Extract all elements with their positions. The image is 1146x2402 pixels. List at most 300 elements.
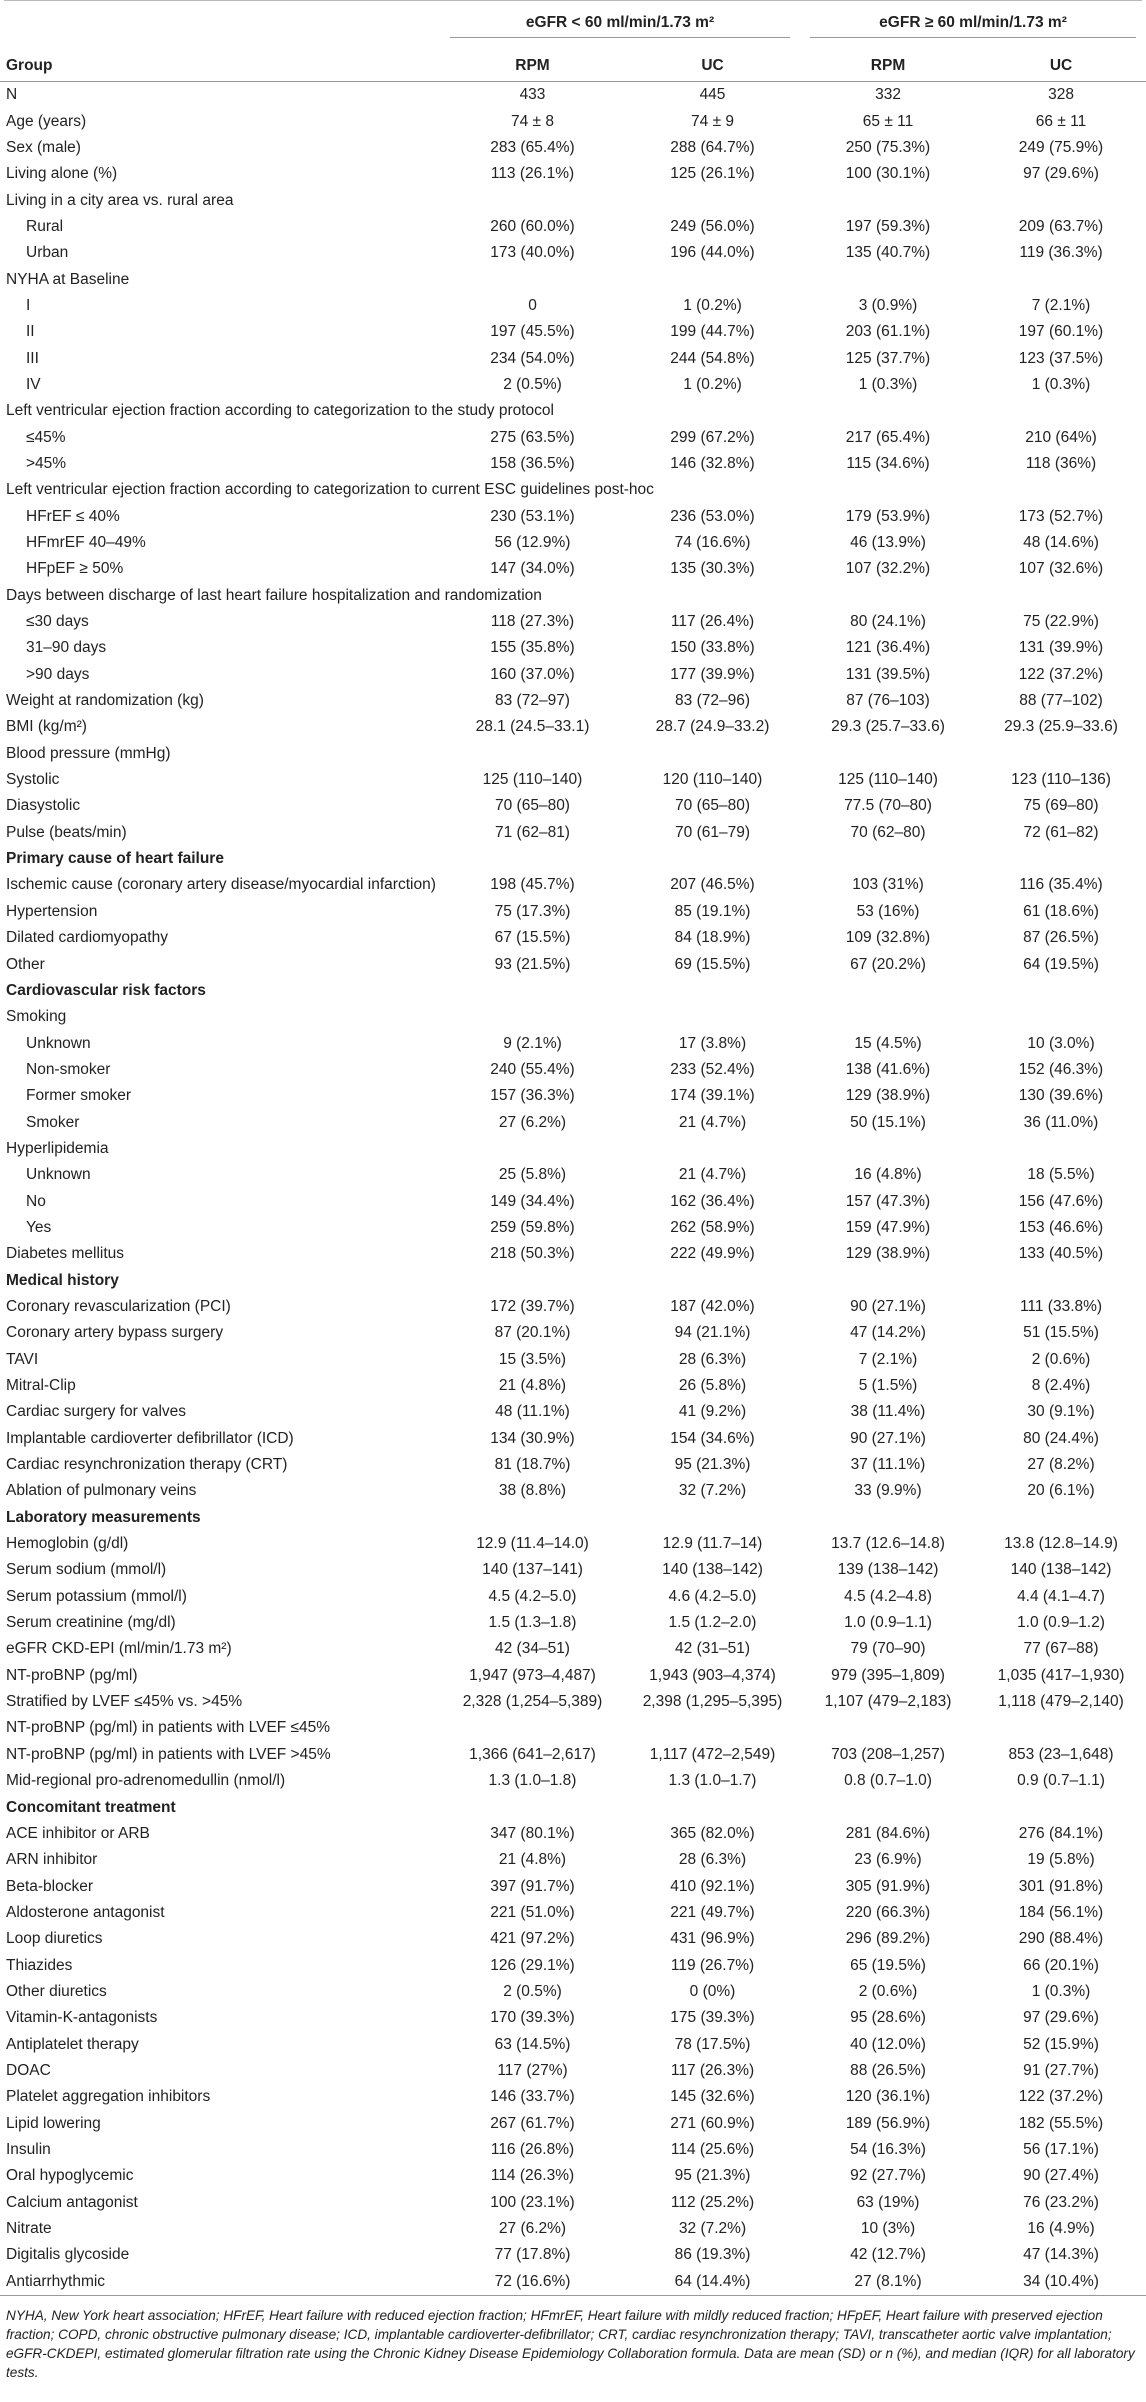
cell-rpm-low: 259 (59.8%) xyxy=(490,1218,575,1236)
cell-rpm-high: 157 (47.3%) xyxy=(845,1192,931,1210)
cell-rpm-high: 79 (70–90) xyxy=(850,1640,926,1658)
cell-rpm-low: 2 (0.5%) xyxy=(503,375,562,393)
cell-rpm-high: 63 (19%) xyxy=(856,2193,920,2211)
table-row xyxy=(0,1452,1146,1478)
row-label: ARN inhibitor xyxy=(6,1851,98,1869)
cell-rpm-high: 131 (39.5%) xyxy=(845,665,931,683)
row-label: Platelet aggregation inhibitors xyxy=(6,2088,211,2106)
cell-uc-high: 0.9 (0.7–1.1) xyxy=(1017,1772,1105,1790)
cell-rpm-high: 281 (84.6%) xyxy=(845,1824,931,1842)
cell-rpm-high: 189 (56.9%) xyxy=(845,2114,931,2132)
table-row xyxy=(0,214,1146,240)
cell-rpm-high: 50 (15.1%) xyxy=(850,1113,926,1131)
row-label: Non-smoker xyxy=(26,1060,111,1078)
cell-uc-low: 12.9 (11.7–14) xyxy=(662,1535,763,1553)
cell-uc-high: 197 (60.1%) xyxy=(1018,323,1104,341)
cell-uc-high: 2 (0.6%) xyxy=(1031,1350,1091,1368)
cell-uc-high: 290 (88.4%) xyxy=(1018,1930,1104,1948)
cell-uc-high: 133 (40.5%) xyxy=(1018,1245,1104,1263)
table-row xyxy=(0,2137,1146,2163)
row-label: Nitrate xyxy=(6,2220,52,2238)
cell-rpm-low xyxy=(440,978,625,1004)
table-row xyxy=(0,714,1146,740)
row-label: Smoker xyxy=(26,1113,80,1131)
cell-rpm-low: 397 (91.7%) xyxy=(490,1877,575,1895)
cell-uc-high: 1,035 (417–1,930) xyxy=(997,1666,1125,1684)
cell-uc-high: 30 (9.1%) xyxy=(1027,1403,1095,1421)
cell-rpm-high: 54 (16.3%) xyxy=(850,2140,926,2158)
cell-rpm-high xyxy=(800,1715,976,1741)
cell-rpm-low: 158 (36.5%) xyxy=(490,454,575,472)
cell-uc-high xyxy=(976,1505,1146,1531)
cell-rpm-high xyxy=(800,978,976,1004)
cell-uc-high: 301 (91.8%) xyxy=(1018,1877,1104,1895)
cell-rpm-low: 63 (14.5%) xyxy=(494,2035,571,2053)
cell-uc-high: 152 (46.3%) xyxy=(1018,1060,1104,1078)
table-row xyxy=(0,1873,1146,1899)
cell-rpm-low: 25 (5.8%) xyxy=(498,1166,567,1184)
cell-rpm-high: 80 (24.1%) xyxy=(850,613,926,631)
cell-uc-low: 236 (53.0%) xyxy=(670,507,755,525)
cell-uc-low: 150 (33.8%) xyxy=(670,639,755,657)
cell-uc-high xyxy=(976,583,1146,609)
row-label: Left ventricular ejection fraction according to categorization to current ESC guidelines post-hoc xyxy=(6,481,654,499)
cell-uc-low: 114 (25.6%) xyxy=(670,2140,755,2158)
cell-rpm-high: 33 (9.9%) xyxy=(854,1482,922,1500)
cell-uc-high: 91 (27.7%) xyxy=(1023,2061,1099,2079)
cell-uc-low: 69 (15.5%) xyxy=(674,955,751,973)
cell-rpm-low: 240 (55.4%) xyxy=(490,1060,575,1078)
cell-uc-low: 1,943 (903–4,374) xyxy=(649,1666,776,1684)
row-label: Ablation of pulmonary veins xyxy=(6,1482,197,1500)
cell-rpm-high: 139 (138–142) xyxy=(837,1561,939,1579)
table-row xyxy=(0,1399,1146,1425)
cell-uc-low: 233 (52.4%) xyxy=(670,1060,755,1078)
row-label: HFpEF ≥ 50% xyxy=(26,560,124,578)
cell-uc-low xyxy=(625,266,800,292)
cell-uc-low: 70 (61–79) xyxy=(675,823,750,841)
cell-uc-high: 116 (35.4%) xyxy=(1019,876,1103,894)
cell-rpm-high: 217 (65.4%) xyxy=(845,428,931,446)
cell-uc-high: 87 (26.5%) xyxy=(1023,929,1099,947)
row-label: NYHA at Baseline xyxy=(6,270,130,288)
cell-uc-low: 112 (25.2%) xyxy=(670,2193,755,2211)
cell-uc-high: 122 (37.2%) xyxy=(1018,665,1104,683)
table-row xyxy=(0,1188,1146,1214)
cell-rpm-high: 29.3 (25.7–33.6) xyxy=(831,718,945,736)
table-row xyxy=(0,1847,1146,1873)
cell-uc-high: 4.4 (4.1–4.7) xyxy=(1017,1587,1105,1605)
table-row xyxy=(0,820,1146,846)
row-label: Other xyxy=(6,955,45,973)
row-label: Diabetes mellitus xyxy=(6,1245,125,1263)
cell-rpm-high: 65 ± 11 xyxy=(862,112,914,130)
table-row xyxy=(0,1083,1146,1109)
row-label: Pulse (beats/min) xyxy=(6,823,127,841)
row-label: Rural xyxy=(26,217,64,235)
cell-uc-low: 146 (32.8%) xyxy=(670,454,755,472)
cell-rpm-low: 12.9 (11.4–14.0) xyxy=(476,1535,589,1553)
cell-rpm-high: 129 (38.9%) xyxy=(845,1245,931,1263)
cell-uc-high: 1 (0.3%) xyxy=(1031,1982,1091,2000)
table-row xyxy=(0,1347,1146,1373)
table-row xyxy=(0,1926,1146,1952)
cell-rpm-high: 23 (6.9%) xyxy=(854,1851,922,1869)
cell-uc-high: 107 (32.6%) xyxy=(1018,560,1104,578)
header-group-row xyxy=(0,1,1146,51)
cell-rpm-low: 87 (20.1%) xyxy=(494,1324,571,1342)
cell-uc-high: 122 (37.2%) xyxy=(1018,2088,1104,2106)
table-row xyxy=(0,1768,1146,1794)
table-row xyxy=(0,1294,1146,1320)
row-label: No xyxy=(26,1192,46,1210)
cell-uc-low: 21 (4.7%) xyxy=(678,1166,747,1184)
row-label: Living in a city area vs. rural area xyxy=(6,191,234,209)
row-label: Unknown xyxy=(26,1034,91,1052)
table-row xyxy=(0,2216,1146,2242)
cell-uc-high: 51 (15.5%) xyxy=(1023,1324,1099,1342)
cell-rpm-high: 16 (4.8%) xyxy=(854,1166,922,1184)
cell-rpm-low: 283 (65.4%) xyxy=(490,138,575,156)
row-label: Mid-regional pro-adrenomedullin (nmol/l) xyxy=(6,1772,286,1790)
cell-uc-low: 119 (26.7%) xyxy=(670,1956,755,1974)
table-row xyxy=(0,688,1146,714)
row-label: Oral hypoglycemic xyxy=(6,2167,134,2185)
cell-rpm-low: 93 (21.5%) xyxy=(494,955,571,973)
cell-uc-high: 111 (33.8%) xyxy=(1019,1297,1103,1315)
cell-rpm-high: 125 (37.7%) xyxy=(845,349,931,367)
cell-rpm-low: 1.3 (1.0–1.8) xyxy=(488,1772,577,1790)
cell-rpm-high: 77.5 (70–80) xyxy=(844,797,932,815)
table-row xyxy=(0,424,1146,450)
cell-rpm-high: 27 (8.1%) xyxy=(800,2269,976,2296)
cell-uc-high xyxy=(976,266,1146,292)
cell-rpm-high: 703 (208–1,257) xyxy=(831,1745,945,1763)
cell-uc-high: 66 (20.1%) xyxy=(1023,1956,1099,1974)
cell-rpm-high: 7 (2.1%) xyxy=(858,1350,918,1368)
cell-uc-high xyxy=(976,1794,1146,1820)
cell-uc-high: 90 (27.4%) xyxy=(1023,2167,1099,2185)
cell-uc-high: 64 (19.5%) xyxy=(1023,955,1099,973)
cell-uc-low: 135 (30.3%) xyxy=(670,560,755,578)
cell-rpm-high: 1,107 (479–2,183) xyxy=(824,1693,952,1711)
cell-rpm-high: 296 (89.2%) xyxy=(845,1930,931,1948)
cell-uc-low xyxy=(625,1715,800,1741)
cell-rpm-low xyxy=(440,741,625,767)
cell-uc-low: 125 (26.1%) xyxy=(670,165,755,183)
cell-rpm-high xyxy=(800,1794,976,1820)
cell-uc-low xyxy=(625,846,800,872)
cell-uc-high xyxy=(976,477,1146,503)
cell-rpm-low: 421 (97.2%) xyxy=(490,1930,575,1948)
cell-uc-low xyxy=(625,1136,800,1162)
cell-uc-low: 86 (19.3%) xyxy=(674,2246,751,2264)
cell-uc-low: 145 (32.6%) xyxy=(670,2088,755,2106)
table-row xyxy=(0,978,1146,1004)
cell-uc-high: 173 (52.7%) xyxy=(1018,507,1104,525)
cell-uc-low: 162 (36.4%) xyxy=(670,1192,755,1210)
table-row xyxy=(0,2242,1146,2268)
cell-uc-high: 66 ± 11 xyxy=(1035,112,1087,130)
cell-uc-high xyxy=(976,1136,1146,1162)
table-row xyxy=(0,1241,1146,1267)
cell-rpm-high: 203 (61.1%) xyxy=(845,323,931,341)
cell-rpm-low: 173 (40.0%) xyxy=(490,244,575,262)
table-body xyxy=(0,82,1146,2296)
table-row xyxy=(0,451,1146,477)
row-label: III xyxy=(26,349,39,367)
cell-uc-low: 32 (7.2%) xyxy=(678,2220,747,2238)
cell-uc-low: 1.3 (1.0–1.7) xyxy=(668,1772,757,1790)
table-row xyxy=(0,2031,1146,2057)
cell-rpm-low: 1.5 (1.3–1.8) xyxy=(488,1614,577,1632)
cell-uc-low: 32 (7.2%) xyxy=(678,1482,747,1500)
cell-uc-low: 222 (49.9%) xyxy=(670,1245,755,1263)
cell-uc-low: 221 (49.7%) xyxy=(670,1903,755,1921)
cell-rpm-high: 125 (110–140) xyxy=(838,771,938,789)
cell-uc-high: 52 (15.9%) xyxy=(1023,2035,1099,2053)
cell-rpm-high: 5 (1.5%) xyxy=(858,1377,918,1395)
cell-rpm-low: 134 (30.9%) xyxy=(490,1429,575,1447)
cell-rpm-high: 47 (14.2%) xyxy=(850,1324,926,1342)
row-label: Lipid lowering xyxy=(6,2114,101,2132)
cell-rpm-low: 81 (18.7%) xyxy=(494,1456,571,1474)
cell-uc-low xyxy=(625,583,800,609)
cell-uc-high xyxy=(976,1004,1146,1030)
cell-rpm-high: 129 (38.9%) xyxy=(845,1087,931,1105)
header-group-egfr-low-label: eGFR < 60 ml/min/1.73 m² xyxy=(450,14,790,38)
cell-rpm-high: 179 (53.9%) xyxy=(845,507,931,525)
cell-rpm-low: 56 (12.9%) xyxy=(494,534,571,552)
row-label: Days between discharge of last heart failure hospitalization and randomization xyxy=(6,586,542,604)
row-label: Coronary revascularization (PCI) xyxy=(6,1297,231,1315)
table-row xyxy=(0,1689,1146,1715)
row-label: Systolic xyxy=(6,771,60,789)
cell-uc-low: 41 (9.2%) xyxy=(678,1403,747,1421)
row-label: Serum potassium (mmol/l) xyxy=(6,1587,187,1605)
table-row xyxy=(0,1478,1146,1504)
row-label: I xyxy=(26,296,31,314)
row-label: Former smoker xyxy=(26,1087,132,1105)
cell-rpm-low: 9 (2.1%) xyxy=(503,1034,562,1052)
row-label: Beta-blocker xyxy=(6,1877,94,1895)
header-group-label: Group xyxy=(0,51,440,82)
cell-uc-high: 29.3 (25.9–33.6) xyxy=(1004,718,1118,736)
cell-uc-low: 70 (65–80) xyxy=(675,797,750,815)
cell-rpm-high: 159 (47.9%) xyxy=(845,1218,931,1236)
row-label: Other diuretics xyxy=(6,1982,107,2000)
row-label: >45% xyxy=(26,454,67,472)
cell-rpm-low: 75 (17.3%) xyxy=(494,902,571,920)
cell-uc-low: 120 (110–140) xyxy=(662,771,763,789)
cell-uc-low: 140 (138–142) xyxy=(662,1561,763,1579)
table-row xyxy=(0,609,1146,635)
cell-uc-high: 853 (23–1,648) xyxy=(1008,1745,1114,1763)
table-row xyxy=(0,1584,1146,1610)
table-row xyxy=(0,1979,1146,2005)
cell-rpm-high: 88 (26.5%) xyxy=(850,2061,926,2079)
cell-rpm-high: 40 (12.0%) xyxy=(850,2035,926,2053)
cell-uc-low xyxy=(625,741,800,767)
cell-uc-low xyxy=(625,187,800,213)
cell-uc-low: 4.6 (4.2–5.0) xyxy=(668,1587,757,1605)
cell-uc-high: 156 (47.6%) xyxy=(1018,1192,1104,1210)
table-row xyxy=(0,1794,1146,1820)
table-row xyxy=(0,82,1146,109)
row-label: Left ventricular ejection fraction according to categorization to the study protocol xyxy=(6,402,554,420)
cell-uc-high: 123 (37.5%) xyxy=(1018,349,1104,367)
table-row xyxy=(0,187,1146,213)
row-label: Blood pressure (mmHg) xyxy=(6,744,171,762)
table-footnote: NYHA, New York heart association; HFrEF, Heart failure with reduced ejection fraction; HFmrEF, Heart failure with mildly reduced fraction; HFpEF, Heart failure with preserved ejection fraction; COPD, chronic obstructive pulmonary disease; ICD, implantable cardioverter-defibrillator; CRT, cardiac resynchronization therapy; TAVI, transcatheter aortic valve implantation; eGFR-CKDEPI, estimated glomerular filtration rate using the Chronic Kidney Disease Epidemiology Collaboration formula. Data are mean (SD) or n (%), and median (IQR) for all laboratory tests. xyxy=(6,2307,1135,2380)
cell-rpm-low: 71 (62–81) xyxy=(495,823,570,841)
table-row xyxy=(0,1610,1146,1636)
row-label: Aldosterone antagonist xyxy=(6,1903,165,1921)
cell-rpm-low: 234 (54.0%) xyxy=(490,349,575,367)
cell-rpm-low: 125 (110–140) xyxy=(482,771,583,789)
table-row xyxy=(0,1057,1146,1083)
cell-uc-low: 28 (6.3%) xyxy=(678,1350,747,1368)
table-row xyxy=(0,899,1146,925)
row-label: Stratified by LVEF ≤45% vs. >45% xyxy=(6,1693,243,1711)
table-row xyxy=(0,2005,1146,2031)
cell-rpm-low: 2 (0.5%) xyxy=(503,1982,562,2000)
row-label: Serum creatinine (mg/dl) xyxy=(6,1614,176,1632)
section-heading: Laboratory measurements xyxy=(6,1508,201,1526)
cell-rpm-high: 135 (40.7%) xyxy=(845,244,931,262)
row-label: II xyxy=(26,323,35,341)
cell-uc-low: 174 (39.1%) xyxy=(670,1087,755,1105)
cell-rpm-high xyxy=(800,187,976,213)
cell-rpm-low: 4.5 (4.2–5.0) xyxy=(488,1587,577,1605)
cell-uc-high: 1 (0.3%) xyxy=(1031,375,1091,393)
cell-uc-high xyxy=(976,741,1146,767)
cell-uc-low: 1,117 (472–2,549) xyxy=(649,1745,776,1763)
row-label: NT-proBNP (pg/ml) xyxy=(6,1666,138,1684)
cell-rpm-high: 979 (395–1,809) xyxy=(831,1666,945,1684)
row-label: NT-proBNP (pg/ml) in patients with LVEF ≤45% xyxy=(6,1719,331,1737)
cell-uc-low: 299 (67.2%) xyxy=(670,428,755,446)
cell-rpm-high: 87 (76–103) xyxy=(846,692,930,710)
header-empty-cell xyxy=(0,1,440,51)
cell-uc-low: 410 (92.1%) xyxy=(670,1877,755,1895)
cell-rpm-high: 13.7 (12.6–14.8) xyxy=(831,1535,945,1553)
cell-uc-high: 18 (5.5%) xyxy=(1027,1166,1095,1184)
cell-rpm-high: 90 (27.1%) xyxy=(850,1297,926,1315)
row-label: Loop diuretics xyxy=(6,1930,103,1948)
cell-uc-high: 7 (2.1%) xyxy=(1031,296,1091,314)
cell-rpm-high: 305 (91.9%) xyxy=(845,1877,931,1895)
cell-uc-low: 1.5 (1.2–2.0) xyxy=(668,1614,757,1632)
row-label: IV xyxy=(26,375,41,393)
cell-uc-low: 94 (21.1%) xyxy=(674,1324,751,1342)
table-row xyxy=(0,504,1146,530)
cell-uc-high: 328 xyxy=(1048,86,1074,104)
cell-rpm-low: 146 (33.7%) xyxy=(490,2088,575,2106)
cell-rpm-high: 138 (41.6%) xyxy=(845,1060,931,1078)
cell-rpm-high: 38 (11.4%) xyxy=(850,1403,926,1421)
row-label: Mitral-Clip xyxy=(6,1377,76,1395)
header-group-egfr-high-label: eGFR ≥ 60 ml/min/1.73 m² xyxy=(810,14,1136,38)
cell-rpm-low: 275 (63.5%) xyxy=(490,428,575,446)
cell-rpm-low: 77 (17.8%) xyxy=(494,2246,571,2264)
section-heading: Cardiovascular risk factors xyxy=(6,981,206,999)
table-row xyxy=(0,846,1146,872)
cell-rpm-high: 100 (30.1%) xyxy=(845,165,931,183)
table-row xyxy=(0,793,1146,819)
cell-rpm-low: 149 (34.4%) xyxy=(490,1192,575,1210)
table-row xyxy=(0,1320,1146,1346)
cell-uc-high: 47 (14.3%) xyxy=(1023,2246,1099,2264)
cell-rpm-low xyxy=(440,1267,625,1293)
cell-rpm-low: 433 xyxy=(519,86,546,104)
cell-rpm-high: 95 (28.6%) xyxy=(850,2009,926,2027)
cell-uc-high: 76 (23.2%) xyxy=(1023,2193,1099,2211)
cell-rpm-high: 4.5 (4.2–4.8) xyxy=(844,1587,932,1605)
cell-rpm-low: 197 (45.5%) xyxy=(490,323,575,341)
cell-uc-high: 77 (67–88) xyxy=(1023,1640,1099,1658)
table-row xyxy=(0,1267,1146,1293)
cell-rpm-high: 65 (19.5%) xyxy=(850,1956,926,1974)
cell-rpm-low: 230 (53.1%) xyxy=(490,507,575,525)
cell-rpm-low xyxy=(440,1136,625,1162)
cell-uc-low: 271 (60.9%) xyxy=(670,2114,755,2132)
cell-rpm-high: 2 (0.6%) xyxy=(858,1982,918,2000)
cell-uc-high: 27 (8.2%) xyxy=(1027,1456,1095,1474)
cell-rpm-low: 267 (61.7%) xyxy=(490,2114,575,2132)
cell-rpm-low: 21 (4.8%) xyxy=(498,1377,567,1395)
row-label: HFrEF ≤ 40% xyxy=(26,507,120,525)
cell-rpm-high: 10 (3%) xyxy=(860,2220,916,2238)
cell-uc-high: 276 (84.1%) xyxy=(1018,1824,1104,1842)
cell-rpm-high: 70 (62–80) xyxy=(850,823,926,841)
cell-rpm-low: 74 ± 8 xyxy=(511,112,554,130)
cell-rpm-high: 90 (27.1%) xyxy=(850,1429,926,1447)
table-row xyxy=(0,2110,1146,2136)
cell-rpm-low xyxy=(440,1794,625,1820)
cell-uc-low: 2,398 (1,295–5,395) xyxy=(642,1693,783,1711)
table-row xyxy=(0,767,1146,793)
section-heading: Concomitant treatment xyxy=(6,1798,176,1816)
row-label: Calcium antagonist xyxy=(6,2193,138,2211)
cell-rpm-high xyxy=(800,1136,976,1162)
table-row xyxy=(0,1531,1146,1557)
cell-uc-low: 199 (44.7%) xyxy=(670,323,755,341)
row-label: Digitalis glycoside xyxy=(6,2246,130,2264)
cell-uc-low: 95 (21.3%) xyxy=(674,2167,751,2185)
table-row xyxy=(0,108,1146,134)
cell-rpm-low: 67 (15.5%) xyxy=(494,929,571,947)
row-label: Diasystolic xyxy=(6,797,81,815)
cell-uc-high: 19 (5.8%) xyxy=(1027,1851,1095,1869)
row-label: Insulin xyxy=(6,2140,51,2158)
table-row xyxy=(0,1557,1146,1583)
cell-uc-high: 130 (39.6%) xyxy=(1018,1087,1104,1105)
cell-rpm-low: 1,947 (973–4,487) xyxy=(469,1666,596,1684)
cell-uc-low: 21 (4.7%) xyxy=(678,1113,747,1131)
table-row xyxy=(0,635,1146,661)
row-label: ≤30 days xyxy=(26,613,89,631)
cell-uc-low: 26 (5.8%) xyxy=(678,1377,747,1395)
cell-rpm-low: 221 (51.0%) xyxy=(490,1903,575,1921)
cell-rpm-low xyxy=(440,266,625,292)
cell-uc-high: 16 (4.9%) xyxy=(1027,2220,1095,2238)
cell-uc-high: 8 (2.4%) xyxy=(1031,1377,1091,1395)
table-row xyxy=(0,741,1146,767)
section-heading: Primary cause of heart failure xyxy=(6,850,224,868)
cell-rpm-low: 172 (39.7%) xyxy=(490,1297,575,1315)
row-label: Weight at randomization (kg) xyxy=(6,692,204,710)
